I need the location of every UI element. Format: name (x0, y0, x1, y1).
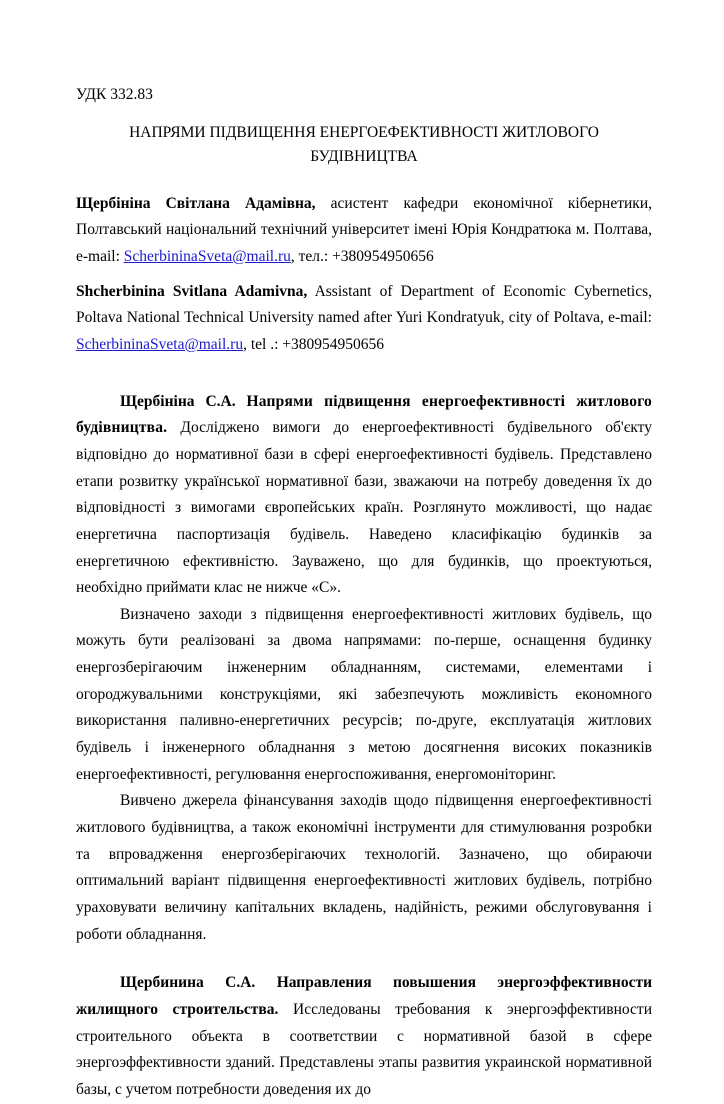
abstract-uk-paragraph-3: Вивчено джерела фінансування заходів щодо підвищення енергоефективності житлового будівництва, а також економічні інструменти для стимулювання розробки та впровадження енергозберігаючих технологій. Зазначено, що обираючи оптимальний варіант підвищення енергоефективності житлових будівель, потрібно ураховувати величину капітальних вкладень, надійність, режими обслуговування і роботи обладнання. (76, 792, 652, 943)
abstract-ru-paragraph-1 (76, 970, 652, 1103)
abstract-uk-author: Щербініна С.А. (120, 392, 236, 410)
author-name-en: Shcherbinina Svitlana Adamivna, (76, 282, 308, 300)
section-spacer (76, 363, 652, 389)
author-email-uk[interactable]: ScherbininaSveta@mail.ru (123, 247, 291, 265)
title-line-2: БУДІВНИЦТВА (310, 147, 418, 165)
author-name-uk: Щербініна Світлана Адамівна, (76, 194, 316, 212)
abstract-ru-author: Щербинина С.А. (120, 974, 256, 992)
title-line-1: НАПРЯМИ ПІДВИЩЕННЯ ЕНЕРГОЕФЕКТИВНОСТІ ЖИТЛОВОГО (129, 123, 599, 141)
author-email-en[interactable]: ScherbininaSveta@mail.ru (76, 335, 244, 353)
abstract-uk-body-1: Досліджено вимоги до енергоефективності будівельного об'єкту відповідно до нормативної бази в сфері енергоефективності будівель. Представлено етапи розвитку української нормативної бази, зважаючи на потребу доведення їх до відповідності з вимогами європейських країн. Розглянуто можливості, що надає енергетична паспортизація будівель. Наведено класифікацію будинків за енергетичною ефективністю. Зауважено, що для будинків, що проектуються, необхідно приймати клас не нижче «С». (76, 419, 652, 597)
udk-code: УДК 332.83 (76, 86, 153, 103)
author-block-en (76, 279, 652, 359)
page-title (76, 121, 652, 169)
abstract-uk-paragraph-2: Визначено заходи з підвищення енергоефективності житлових будівель, що можуть бути реалізовані за двома напрямами: по-перше, оснащення будинку енергозберігаючим інженерним обладнанням, системами, елементами і огороджувальними конструкціями, які забезпечують можливість економного використання паливно-енергетичних ресурсів; по-друге, експлуатація житлових будівель і інженерного обладнання з метою досягнення високих показників енергоефективності, регулювання енергоспоживання, енергомоніторинг. (76, 605, 652, 783)
abstract-ru-title: Направления повышения энергоэффективности жилищного строительства. (76, 974, 652, 1018)
author-affiliation-uk-before: асистент кафедри економічної кібернетики, Полтавський національний технічний університет імені Юрія Кондратюка м. Полтава, e-mail: (76, 194, 652, 265)
abstract-spacer (76, 948, 652, 970)
author-block-uk (76, 191, 652, 271)
author-phone-en: , tel .: +380954950656 (243, 335, 385, 353)
author-affiliation-en-before: Assistant of Department of Economic Cybernetics, Poltava National Technical University named after Yuri Kondratyuk, city of Poltava, e-mail: (76, 282, 653, 327)
author-phone-uk: , тел.: +380954950656 (290, 247, 434, 265)
abstract-uk-paragraph-1 (76, 389, 652, 602)
abstract-uk-title: Напрями підвищення енергоефективності житлового будівництва. (76, 392, 653, 437)
abstract-ru-body-1: Исследованы требования к энергоэффективности строительного объекта в соответствии с нормативной базой в сфере энергоэффективности зданий. Представлены этапы развития украинской нормативной базы, с учетом потребности доведения их до (76, 1001, 652, 1098)
